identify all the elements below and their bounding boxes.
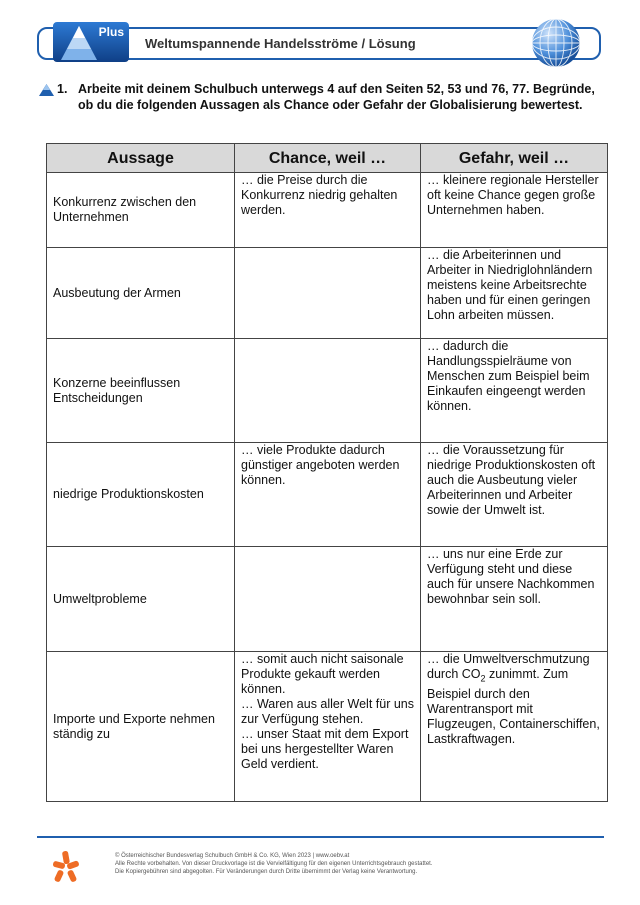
page-title: Weltumspannende Handelsströme / Lösung (145, 36, 416, 51)
statement-cell: Konzerne beeinflussen Entscheidungen (47, 339, 235, 443)
publisher-logo-icon (52, 850, 80, 884)
statement-cell: Umweltprobleme (47, 547, 235, 652)
statement-cell: Konkurrenz zwischen den Unternehmen (47, 173, 235, 248)
table-row (47, 652, 608, 802)
danger-cell: … uns nur eine Erde zur Verfügung steht und diese auch für unsere Nachkommen bewohnbar sein soll. (421, 547, 608, 652)
assessment-table (46, 143, 608, 802)
plus-logo (53, 22, 129, 62)
footer-text (115, 852, 605, 876)
danger-cell: … kleinere regionale Hersteller oft keine Chance gegen große Unternehmen haben. (421, 173, 608, 248)
chance-cell (235, 248, 421, 339)
globe-icon (530, 17, 582, 69)
chance-cell: … die Preise durch die Konkurrenz niedrig gehalten werden. (235, 173, 421, 248)
table-row (47, 443, 608, 547)
footer-divider (37, 836, 604, 838)
danger-cell: … die Voraussetzung für niedrige Produktionskosten oft auch die Ausbeutung vieler Arbeiterinnen und Arbeiter sowie der Umwelt ist. (421, 443, 608, 547)
task-number: 1. (57, 82, 68, 96)
disclaimer-line: Die Kopiergebühren sind abgegolten. Für Veränderungen durch Dritte übernimmt der Verlag keine Verantwortung. (115, 869, 418, 875)
table-row (47, 248, 608, 339)
chance-cell (235, 547, 421, 652)
logo-text: Plus (98, 25, 124, 39)
header-chance: Chance, weil … (235, 144, 421, 173)
chance-cell: … somit auch nicht saisonale Produkte gekauft werden können. … Waren aus aller Welt für uns zur Verfügung stehen. … unser Staat mit dem Export bei uns hergestellter Waren Geld verdient. (235, 652, 421, 802)
header-statement: Aussage (47, 144, 235, 173)
danger-cell: … dadurch die Handlungsspielräume von Menschen zum Beispiel beim Einkaufen eingeengt werden können. (421, 339, 608, 443)
statement-cell: Ausbeutung der Armen (47, 248, 235, 339)
danger-text-end: zunimmt. Zum Beispiel durch den Warentransport mit Flugzeugen, Containerschiffen, Lastkraftwagen. (427, 667, 600, 746)
danger-text-start: … die Umweltverschmutzung durch CO (427, 652, 590, 681)
danger-cell (421, 652, 608, 802)
table-row (47, 173, 608, 248)
table-header-row (47, 144, 608, 173)
chance-cell (235, 339, 421, 443)
task-text: Arbeite mit deinem Schulbuch unterwegs 4 auf den Seiten 52, 53 und 76, 77. Begründe, ob du die folgenden Aussagen als Chance oder Gefahr der Globalisierung bewertest. (78, 82, 595, 112)
chance-cell: … viele Produkte dadurch günstiger angeboten werden können. (235, 443, 421, 547)
co2-subscript: 2 (480, 673, 486, 684)
statement-cell: niedrige Produktionskosten (47, 443, 235, 547)
statement-cell: Importe und Exporte nehmen ständig zu (47, 652, 235, 802)
table-row (47, 547, 608, 652)
header-danger: Gefahr, weil … (421, 144, 608, 173)
pyramid-icon (39, 84, 54, 96)
table-row (47, 339, 608, 443)
danger-cell: … die Arbeiterinnen und Arbeiter in Niedriglohnländern meistens keine Arbeitsrechte haben und für einen geringen Lohn arbeiten müssen. (421, 248, 608, 339)
copyright-line: © Österreichischer Bundesverlag Schulbuch GmbH & Co. KG, Wien 2023 | www.oebv.at (115, 853, 350, 859)
rights-line: Alle Rechte vorbehalten. Von dieser Druckvorlage ist die Vervielfältigung für den eigenen Unterrichtsgebrauch gestattet. (115, 861, 433, 867)
